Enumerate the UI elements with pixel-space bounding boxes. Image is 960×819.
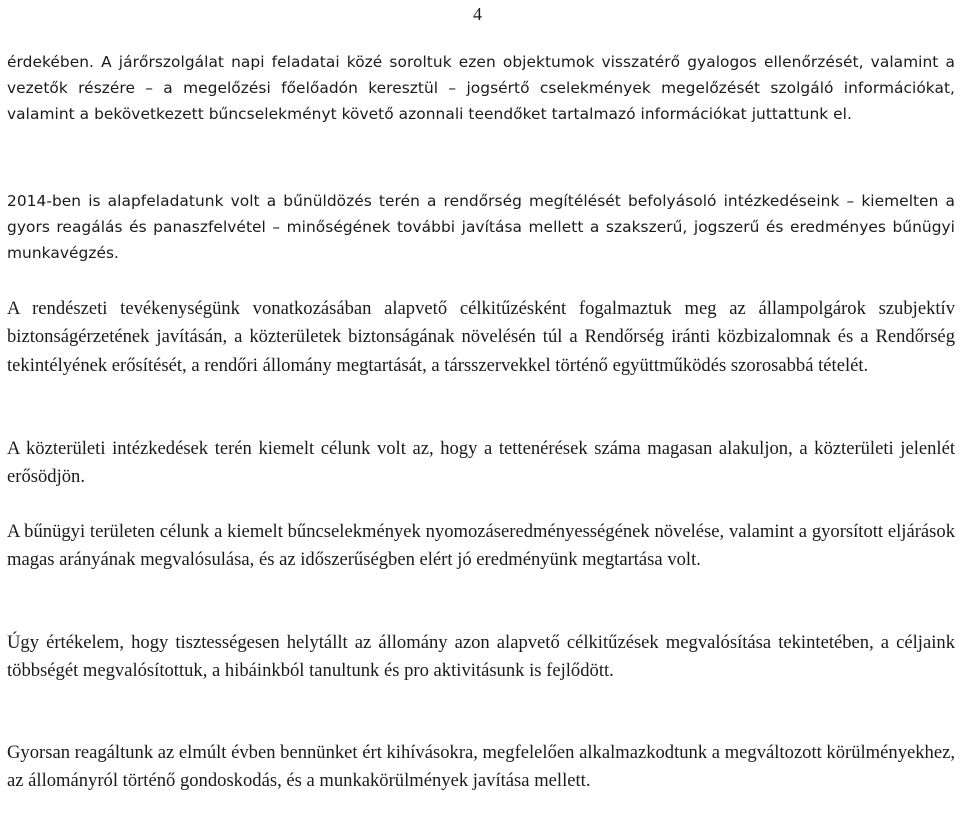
paragraph-assessment: Úgy értékelem, hogy tisztességesen helytállt az állomány azon alapvető célkitűzések megvalósítása tekintetében, a céljaink többségét megvalósítottuk, a hibáinkból tanultunk és pro aktivitásunk is fejlődött. (7, 632, 955, 682)
paragraph-criminal-investigation-goals: A bűnügyi területen célunk a kiemelt bűncselekmények nyomozáseredményességének növelése, valamint a gyorsított eljárások magas arányának megvalósulása, és az időszerűségben elért jó eredményünk megtartása volt. (7, 521, 955, 571)
paragraph-adaptation: Gyorsan reagáltunk az elmúlt évben bennünket ért kihívásokra, megfelelően alkalmazkodtunk a megváltozott körülményekhez, az állományról történő gondoskodás, és a munkakörülmények javítása mellett. (7, 742, 955, 792)
paragraph-policing-objectives: A rendészeti tevékenységünk vonatkozásában alapvető célkitűzésként fogalmaztuk meg az állampolgárok szubjektív biztonságérzetének javításán, a közterületek biztonságának növelésén túl a Rendőrség iránti közbizalomnak és a Rendőrség tekintélyének erősítését, a rendőri állomány megtartását, a társszervekkel történő együttműködés szorosabbá tételét. (7, 298, 955, 376)
paragraph-public-space-measures: A közterületi intézkedések terén kiemelt célunk volt az, hogy a tettenérések száma magasan alakuljon, a közterületi jelenlét erősödjön. (7, 438, 955, 488)
paragraph-2014-core-tasks: 2014-ben is alapfeladatunk volt a bűnüldözés terén a rendőrség megítélését befolyásoló intézkedéseink – kiemelten a gyors reagálás és panaszfelvétel – minőségének további javítása mellett a szakszerű, jogszerű és eredményes bűnügyi munkavégzés. (7, 192, 955, 262)
paragraph-patrol-checks: érdekében. A járőrszolgálat napi feladatai közé soroltuk ezen objektumok visszatérő gyalogos ellenőrzését, valamint a vezetők részére – a megelőzési főelőadón keresztül – jogsértő cselekmények megelőzését szolgáló információkat, valamint a bekövetkezett bűncselekményt követő azonnali teendőket tartalmazó információkat juttattunk el. (7, 53, 955, 123)
page-number: 4 (473, 4, 482, 24)
